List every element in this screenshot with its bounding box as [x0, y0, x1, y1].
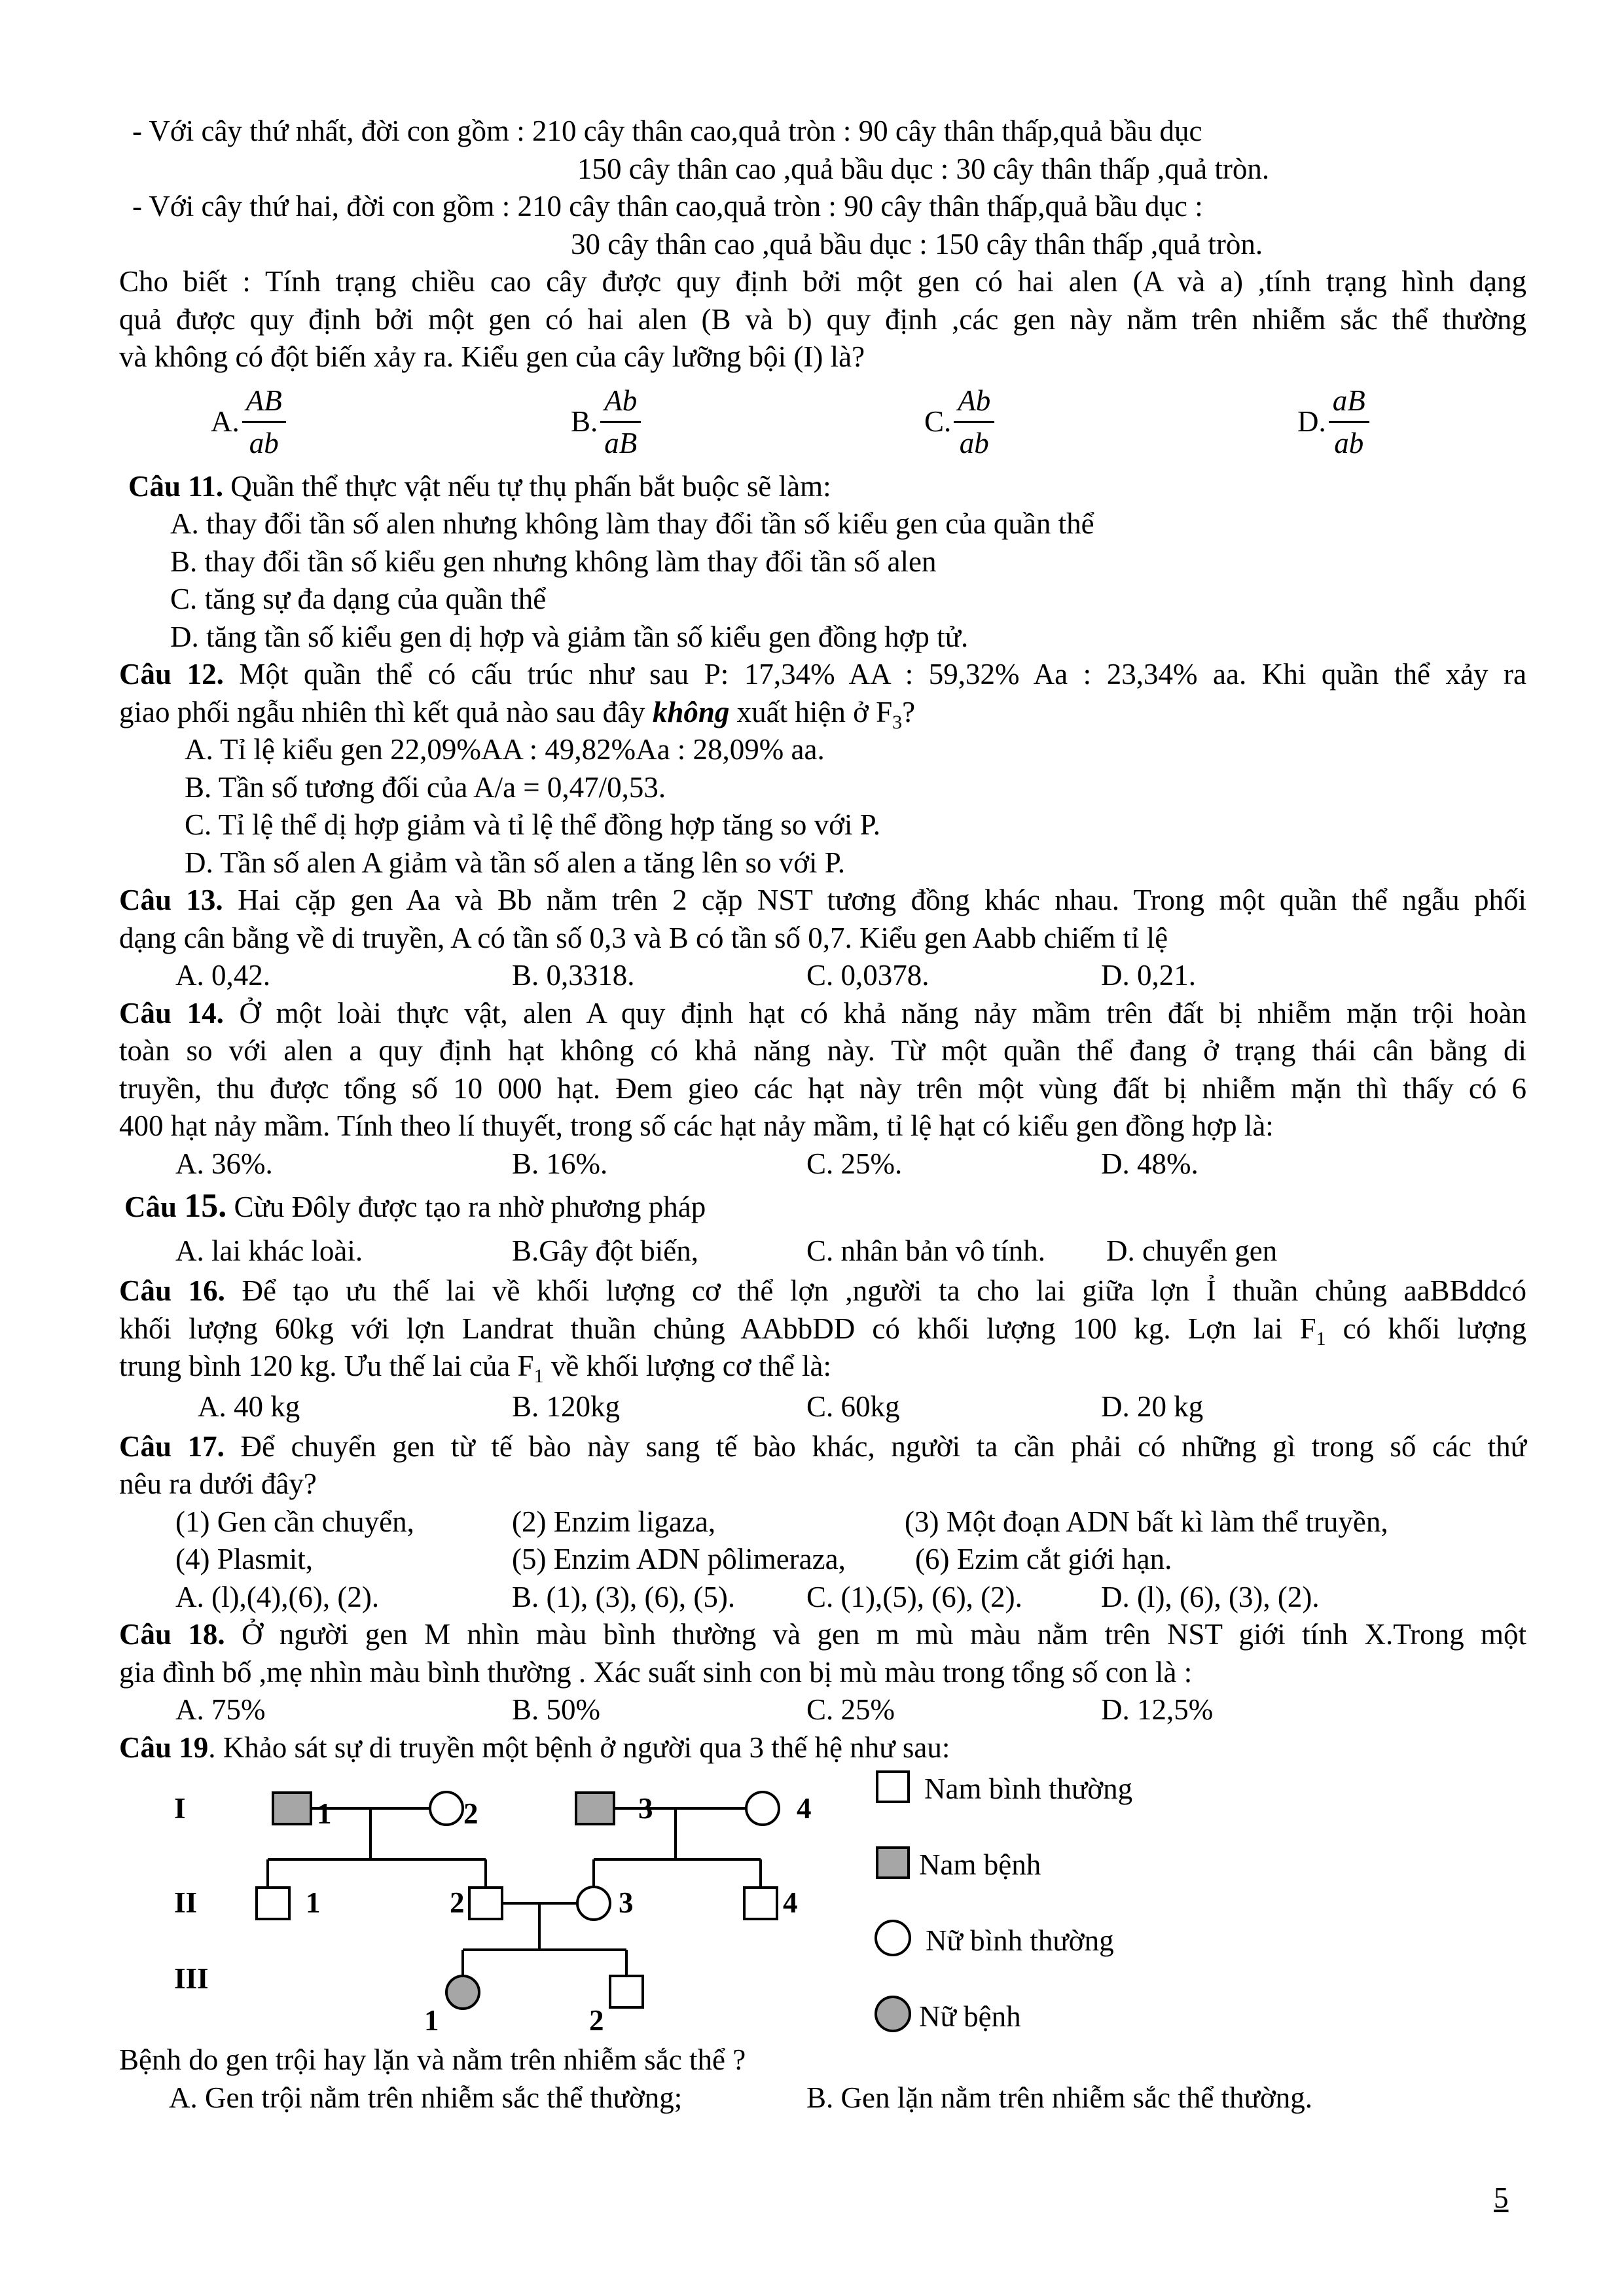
genotype-fraction — [1329, 380, 1369, 463]
intro-line-6: quả được quy định bởi một gen có hai alen (B và b) quy định ,các gen này nằm trên nhiễm sắc thể thường — [119, 302, 1526, 336]
I2-number: 2 — [463, 1797, 478, 1830]
q18-option-c[interactable]: C. 25% — [806, 1693, 895, 1726]
question-text: Hai cặp gen Aa và Bb nằm trên 2 cặp NST tương đồng khác nhau. Trong một quần thể ngẫu phối — [223, 884, 1526, 916]
q15-stem — [119, 1183, 1526, 1230]
question-number: Câu 14. — [119, 996, 224, 1030]
question-number: Câu 18. — [119, 1618, 225, 1651]
q14-option-b[interactable]: B. 16%. — [512, 1147, 608, 1180]
q12-option-a[interactable]: A. Tỉ lệ kiểu gen 22,09%AA : 49,82%Aa : 28,09% aa. — [185, 733, 825, 766]
q12-stem-2 — [119, 694, 1526, 732]
question-number-digits: 15. — [184, 1187, 227, 1225]
intro-line-5: Cho biết : Tính trạng chiều cao cây được quy định bởi một gen có hai alen (A và a) ,tính trạng hình dạng — [119, 265, 1526, 298]
question-number: Câu 13. — [119, 884, 223, 916]
q18-option-b[interactable]: B. 50% — [512, 1693, 600, 1726]
q13-stem-2: dạng cân bằng về di truyền, A có tần số 0,3 và B có tần số 0,7. Kiểu gen Aabb chiếm tỉ lệ — [119, 921, 1168, 954]
legend-male-affected-symbol — [877, 1848, 909, 1878]
q16-option-d[interactable]: D. 20 kg — [1101, 1390, 1204, 1423]
q17-item-4: (4) Plasmit, — [175, 1543, 313, 1575]
question-number: Câu 12. — [119, 658, 224, 691]
I2-female-normal — [430, 1792, 463, 1825]
question-text: về khối lượng cơ thể là: — [543, 1350, 831, 1382]
q19-question: Bệnh do gen trội hay lặn và nằm trên nhiễm sắc thể ? — [119, 2043, 746, 2076]
question-number: Câu 16. — [119, 1274, 225, 1307]
legend-female-normal-symbol — [876, 1921, 910, 1955]
legend-female-affected-label: Nữ bệnh — [919, 2000, 1021, 2033]
q17-options — [119, 1579, 1526, 1617]
q10-option-b[interactable] — [571, 376, 641, 468]
q13-option-d[interactable]: D. 0,21. — [1101, 959, 1196, 992]
question-number: Câu 17. — [119, 1429, 225, 1463]
q17-item-5: (5) Enzim ADN pôlimeraza, — [512, 1543, 846, 1575]
q17-item-1: (1) Gen cần chuyển, — [175, 1505, 414, 1538]
II1-number: 1 — [306, 1886, 321, 1919]
intro-line-3: - Với cây thứ hai, đời con gồm : 210 cây thân cao,quả tròn : 90 cây thân thấp,quả bầu dục : — [132, 190, 1203, 223]
question-number: Câu 19 — [119, 1731, 209, 1764]
question-text: Quần thể thực vật nếu tự thụ phấn bắt buộc sẽ làm: — [223, 469, 831, 503]
intro-line-2: 150 cây thân cao ,quả bầu dục : 30 cây thân thấp ,quả tròn. — [577, 152, 1270, 185]
option-label: C. — [924, 404, 952, 438]
subscript: 3 — [892, 711, 903, 733]
question-text: Để tạo ưu thế lai về khối lượng cơ thể lợn ,người ta cho lai giữa lợn Ỉ thuần chủng aaBBddcó — [225, 1274, 1526, 1307]
q11-option-a[interactable]: A. thay đổi tần số alen nhưng không làm thay đổi tần số kiểu gen của quần thể — [170, 507, 1094, 540]
q13-stem-1 — [119, 882, 1526, 920]
option-label: A. — [211, 404, 240, 438]
q15-option-d[interactable]: D. chuyển gen — [1106, 1234, 1278, 1267]
intro-line-1: - Với cây thứ nhất, đời con gồm : 210 cây thân cao,quả tròn : 90 cây thân thấp,quả bầu dục — [132, 115, 1202, 147]
fraction-numerator: AB — [242, 380, 286, 423]
q12-stem-1 — [119, 656, 1526, 694]
q11-option-c[interactable]: C. tăng sự đa dạng của quần thể — [170, 583, 547, 615]
II3-number: 3 — [619, 1886, 634, 1919]
generation-I-label: I — [174, 1792, 186, 1825]
q14-stem-1 — [119, 995, 1526, 1033]
fraction-denominator: aB — [604, 427, 638, 459]
q17-option-c[interactable]: C. (1),(5), (6), (2). — [806, 1580, 1022, 1613]
q12-option-c[interactable]: C. Tỉ lệ thể dị hợp giảm và tỉ lệ thể đồng hợp tăng so với P. — [185, 808, 880, 841]
I1-male-affected — [273, 1793, 311, 1824]
q19-stem — [119, 1729, 1526, 1767]
q16-stem-1 — [119, 1272, 1526, 1310]
question-text: trung bình 120 kg. Ưu thế lai của F — [119, 1350, 534, 1382]
q17-items-row-2 — [119, 1541, 1526, 1579]
q10-option-d[interactable] — [1297, 376, 1369, 468]
q18-option-d[interactable]: D. 12,5% — [1101, 1693, 1214, 1726]
q10-option-a[interactable] — [211, 376, 286, 468]
pedigree-diagram — [119, 1767, 1526, 2120]
q15-option-a[interactable]: A. lai khác loài. — [175, 1234, 363, 1267]
q17-option-d[interactable]: D. (l), (6), (3), (2). — [1101, 1580, 1320, 1613]
q17-item-2: (2) Enzim ligaza, — [512, 1505, 716, 1538]
q12-option-b[interactable]: B. Tần số tương đối của A/a = 0,47/0,53. — [185, 770, 666, 804]
question-text: Để chuyển gen từ tế bào này sang tế bào khác, người ta cần phải có những gì trong số các thứ — [224, 1429, 1526, 1463]
II2-male-normal — [469, 1888, 502, 1919]
question-number: Câu — [124, 1191, 185, 1223]
q19-option-a[interactable]: A. Gen trội nằm trên nhiễm sắc thể thường; — [169, 2081, 683, 2114]
legend-male-normal-label: Nam bình thường — [924, 1772, 1133, 1805]
option-label: D. — [1297, 404, 1326, 438]
q14-option-a[interactable]: A. 36%. — [175, 1147, 273, 1180]
q17-option-b[interactable]: B. (1), (3), (6), (5). — [512, 1580, 736, 1613]
III1-number: 1 — [424, 2004, 439, 2037]
I4-number: 4 — [797, 1792, 812, 1825]
fraction-denominator: ab — [249, 427, 279, 459]
question-text: Một quần thể có cấu trúc như sau P: 17,34% AA : 59,32% Aa : 23,34% aa. Khi quần thể xảy ra — [223, 658, 1526, 691]
q18-option-a[interactable]: A. 75% — [175, 1693, 266, 1726]
q14-stem-4: 400 hạt nảy mầm. Tính theo lí thuyết, trong số các hạt nảy mầm, tỉ lệ hạt có kiểu gen đồng hợp là: — [119, 1109, 1274, 1142]
q13-option-c[interactable]: C. 0,0378. — [806, 959, 929, 992]
q18-stem-2: gia đình bố ,mẹ nhìn màu bình thường . Xác suất sinh con bị mù màu trong tổng số con là : — [119, 1655, 1193, 1689]
question-text: . Khảo sát sự di truyền một bệnh ở người qua 3 thế hệ như sau: — [208, 1731, 950, 1764]
I3-male-affected — [576, 1793, 614, 1824]
q16-options — [119, 1386, 1526, 1428]
II3-female-normal — [577, 1887, 610, 1920]
q14-options — [119, 1145, 1526, 1183]
legend-female-normal-label: Nữ bình thường — [926, 1924, 1114, 1957]
III1-female-affected — [446, 1976, 479, 2009]
I3-number: 3 — [638, 1792, 653, 1825]
subscript: 1 — [1316, 1327, 1326, 1350]
q12-option-d[interactable]: D. Tần số alen A giảm và tần số alen a tăng lên so với P. — [185, 846, 846, 879]
q11-option-b[interactable]: B. thay đổi tần số kiểu gen nhưng không làm thay đổi tần số alen — [170, 545, 937, 578]
q17-option-a[interactable]: A. (l),(4),(6), (2). — [175, 1580, 380, 1613]
fraction-numerator: Ab — [954, 380, 994, 423]
question-text: khối lượng 60kg với lợn Landrat thuần chủng AAbbDD có khối lượng 100 kg. Lợn lai F — [119, 1312, 1316, 1345]
q13-options — [119, 957, 1526, 995]
I1-number: 1 — [317, 1797, 332, 1830]
q18-options — [119, 1691, 1526, 1729]
page — [119, 113, 1526, 2120]
q15-options — [119, 1230, 1526, 1272]
subscript: 1 — [533, 1365, 544, 1387]
intro-line-4: 30 cây thân cao ,quả bầu dục : 150 cây thân thấp ,quả tròn. — [571, 227, 1263, 260]
option-label: B. — [571, 404, 598, 438]
q14-stem-2: toàn so với alen a quy định hạt không có khả năng này. Từ một quần thể đang ở trạng thái cân bằng di — [119, 1034, 1526, 1067]
question-text: Cừu Đôly được tạo ra nhờ phương pháp — [226, 1191, 706, 1223]
fraction-denominator: ab — [959, 427, 989, 459]
II4-number: 4 — [783, 1886, 798, 1919]
question-text: Ở một loài thực vật, alen A quy định hạt có khả năng nảy mầm trên đất bị nhiễm mặn trội hoàn — [223, 996, 1526, 1030]
q17-stem-2: nêu ra dưới đây? — [119, 1467, 317, 1500]
q17-item-6: (6) Ezim cắt giới hạn. — [915, 1543, 1172, 1575]
emphasis-not: không — [652, 695, 730, 728]
q15-option-b[interactable]: B.Gây đột biến, — [512, 1234, 698, 1267]
legend-male-normal-symbol — [877, 1772, 909, 1802]
q18-stem-1 — [119, 1616, 1526, 1654]
q17-stem-1 — [119, 1428, 1526, 1466]
q10-options — [119, 376, 1526, 468]
q14-stem-3: truyền, thu được tổng số 10 000 hạt. Đem gieo các hạt này trên một vùng đất bị nhiễm mặn thì thấy có 6 — [119, 1071, 1526, 1105]
legend-male-affected-label: Nam bệnh — [919, 1848, 1041, 1881]
q14-option-c[interactable]: C. 25%. — [806, 1147, 903, 1180]
q14-option-d[interactable]: D. 48%. — [1101, 1147, 1199, 1180]
intro-line-7: và không có đột biến xảy ra. Kiểu gen của cây lưỡng bội (I) là? — [119, 340, 865, 373]
genotype-fraction — [600, 380, 641, 463]
I4-female-normal — [746, 1792, 779, 1825]
q15-option-c[interactable]: C. nhân bản vô tính. — [806, 1234, 1045, 1267]
q13-option-a[interactable]: A. 0,42. — [175, 959, 270, 992]
generation-III-label: III — [174, 1962, 209, 1995]
II4-male-normal — [744, 1888, 777, 1919]
fraction-numerator: Ab — [600, 380, 641, 423]
question-text: Ở người gen M nhìn màu bình thường và gen m mù màu nằm trên NST giới tính X.Trong một — [225, 1618, 1526, 1651]
q17-items-row-1 — [119, 1503, 1526, 1541]
II2-number: 2 — [450, 1886, 465, 1919]
q16-stem-2 — [119, 1310, 1526, 1348]
q19-option-b[interactable]: B. Gen lặn nằm trên nhiễm sắc thể thường. — [806, 2081, 1312, 2114]
q10-option-c[interactable] — [924, 376, 994, 468]
q11-option-d[interactable]: D. tăng tần số kiểu gen dị hợp và giảm tần số kiểu gen đồng hợp tử. — [170, 620, 969, 653]
question-text: có khối lượng — [1326, 1312, 1526, 1345]
III2-male-normal — [610, 1976, 643, 2007]
q19-options — [119, 2079, 1526, 2117]
q17-item-3: (3) Một đoạn ADN bất kì làm thể truyền, — [905, 1505, 1388, 1538]
q13-option-b[interactable]: B. 0,3318. — [512, 959, 635, 992]
q16-option-c[interactable]: C. 60kg — [806, 1390, 900, 1423]
q11-stem — [119, 468, 1526, 506]
II1-male-normal — [257, 1888, 289, 1919]
genotype-fraction — [954, 380, 994, 463]
fraction-numerator: aB — [1329, 380, 1369, 423]
question-text: giao phối ngẫu nhiên thì kết quả nào sau đây — [119, 695, 653, 728]
q16-option-b[interactable]: B. 120kg — [512, 1390, 621, 1423]
q16-stem-3 — [119, 1348, 1526, 1386]
fraction-denominator: ab — [1334, 427, 1364, 459]
page-number: 5 — [1494, 2181, 1509, 2214]
legend-female-affected-symbol — [876, 1997, 910, 2031]
III2-number: 2 — [589, 2004, 604, 2037]
question-text: ? — [902, 695, 916, 728]
genotype-fraction — [242, 380, 286, 463]
question-text: xuất hiện ở F — [729, 695, 893, 728]
question-number: Câu 11. — [128, 469, 224, 503]
q16-option-a[interactable]: A. 40 kg — [198, 1390, 300, 1423]
generation-II-label: II — [174, 1886, 198, 1919]
